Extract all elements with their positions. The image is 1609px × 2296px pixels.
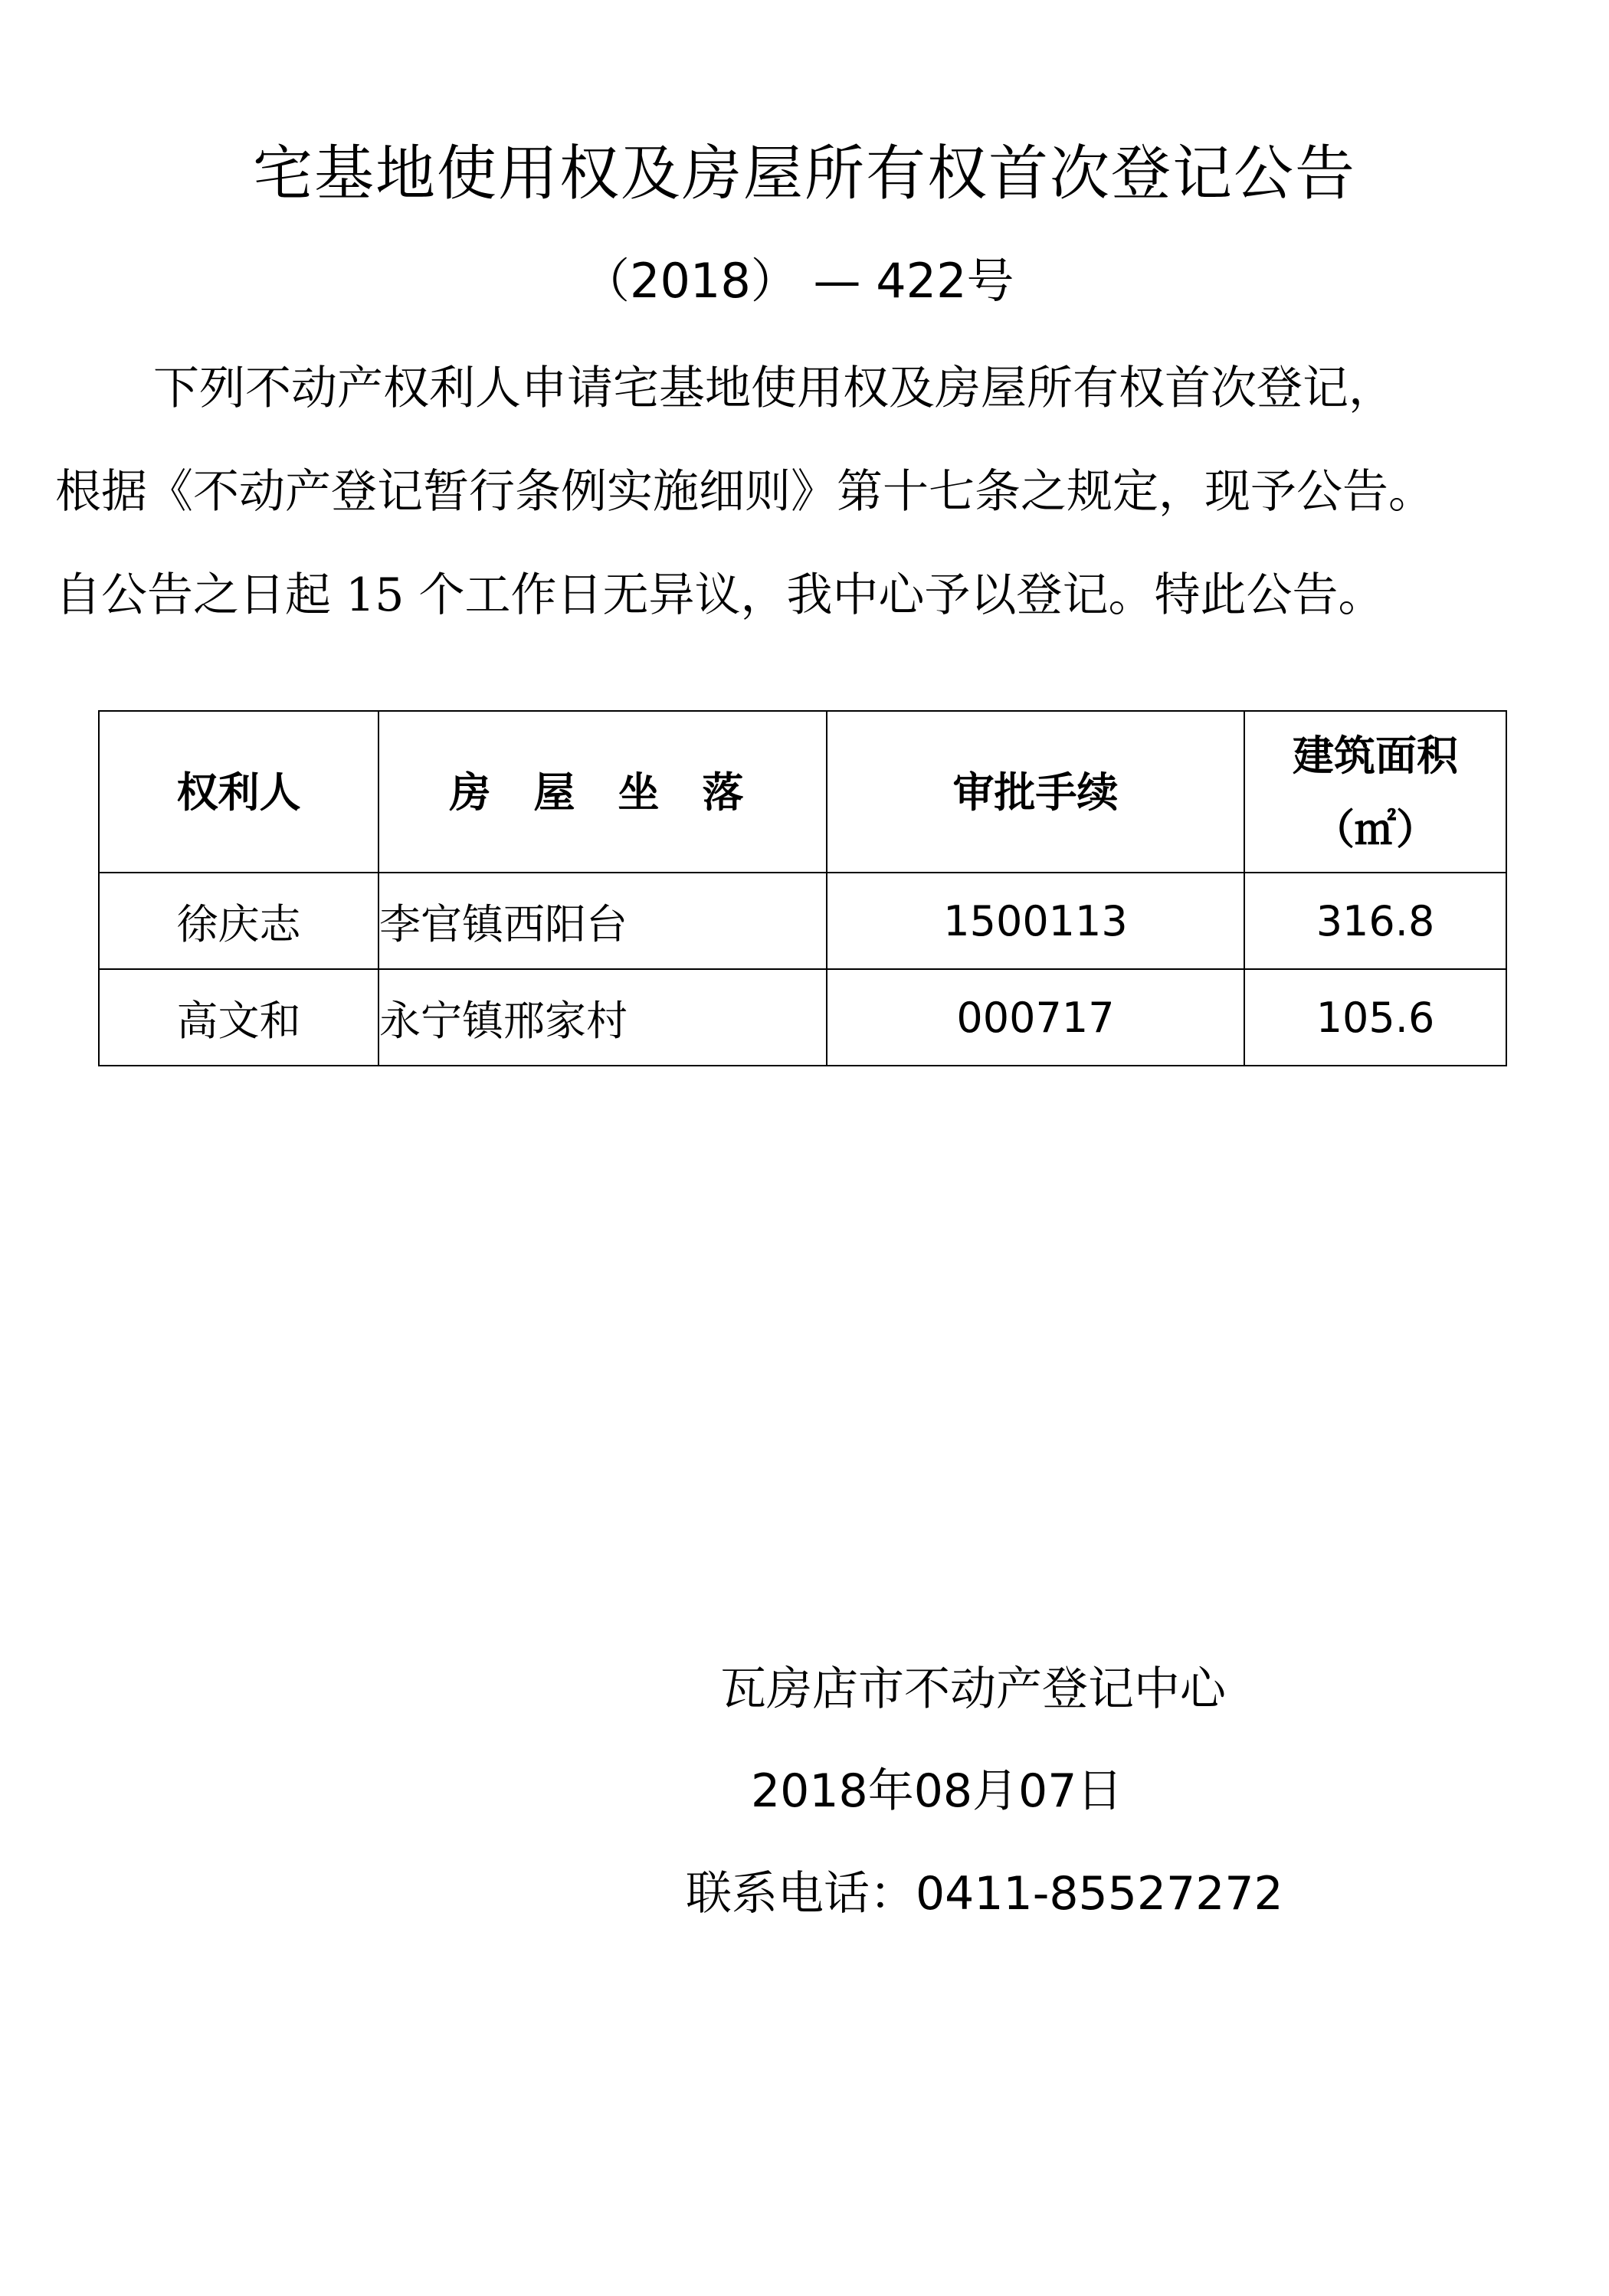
notice-paragraph-line-2: 根据《不动产登记暂行条例实施细则》第十七条之规定，现予公告。: [55, 465, 1434, 519]
cell-location: 李官镇西阳台: [378, 873, 827, 969]
issue-date: 2018年08月07日: [751, 1764, 1123, 1818]
notice-paragraph-line-3: 自公告之日起 15 个工作日无异议，我中心予以登记。特此公告。: [55, 568, 1385, 622]
contact-phone: 联系电话：0411-85527272: [686, 1867, 1283, 1921]
cell-approval: 000717: [827, 969, 1244, 1066]
header-approval: 审批手续: [827, 711, 1244, 873]
notice-number: （2018） — 422号: [582, 253, 1014, 309]
cell-location: 永宁镇邢家村: [378, 969, 827, 1066]
cell-area: 105.6: [1244, 969, 1506, 1066]
header-area: [1244, 711, 1506, 873]
table-header-row: [99, 711, 1506, 873]
notice-title: 宅基地使用权及房屋所有权首次登记公告: [252, 139, 1356, 208]
table-row: [99, 969, 1506, 1066]
header-location-label: 房屋坐落: [449, 767, 787, 817]
cell-approval: 1500113: [827, 873, 1244, 969]
notice-paragraph-line-1: 下列不动产权利人申请宅基地使用权及房屋所有权首次登记，: [153, 362, 1394, 415]
registration-table: [98, 710, 1507, 1066]
cell-holder: 高文和: [99, 969, 378, 1066]
table-row: [99, 873, 1506, 969]
cell-holder: 徐庆志: [99, 873, 378, 969]
cell-area: 316.8: [1244, 873, 1506, 969]
header-location: [378, 711, 827, 873]
header-area-label: 建筑面积: [1293, 730, 1458, 780]
header-area-unit: （㎡）: [1313, 804, 1437, 853]
header-holder: 权利人: [99, 711, 378, 873]
issuing-organization: 瓦房店市不动产登记中心: [720, 1662, 1226, 1716]
